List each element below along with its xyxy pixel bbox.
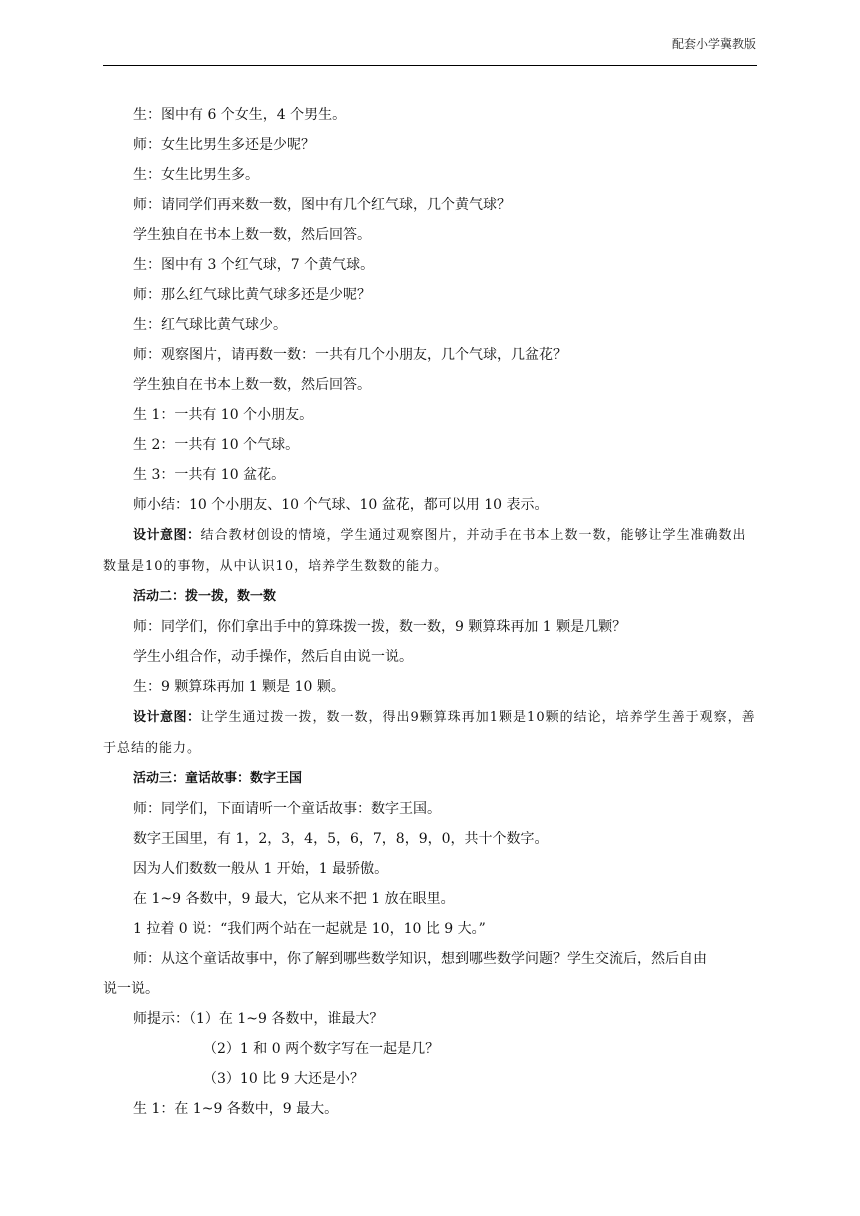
text-line: 生：女生比男生多。 [133,167,259,183]
text-line: 师：同学们，下面请听一个童话故事：数字王国。 [133,801,441,817]
text-line: 生：红气球比黄气球少。 [133,317,287,333]
activity-two-title: 活动二：拨一拨，数一数 [133,589,277,604]
text-line: 师：女生比男生多还是少呢？ [133,137,315,153]
text-line: 师：请同学们再来数一数，图中有几个红气球，几个黄气球？ [133,197,511,213]
text-line: 师：那么红气球比黄气球多还是少呢？ [133,287,371,303]
text-line: 生 1：在 1~9 各数中，9 最大。 [133,1101,339,1117]
text-line: 生：图中有 6 个女生，4 个男生。 [133,107,347,123]
hint-item: （3）10 比 9 大还是小？ [203,1071,364,1087]
header-rule [103,65,757,66]
text-line: 生 2：一共有 10 个气球。 [133,437,300,453]
hint-line [103,1004,757,1034]
text-line: 数字王国里，有 1，2，3，4，5，6，7，8，9，0，共十个数字。 [133,831,549,847]
text-line: 生 1：一共有 10 个小朋友。 [133,407,314,423]
text-line: 生：图中有 3 个红气球，7 个黄气球。 [133,257,375,273]
text-line: 师小结：10 个小朋友、10 个气球、10 盆花，都可以用 10 表示。 [133,497,549,513]
design-intent-paragraph [103,702,757,764]
design-intent-text: 结合教材创设的情境，学生通过观察图片，并动手在书本上数一数，能够让学生准确数出数量是10的事物，从中认识10，培养学生数数的能力。 [103,528,747,574]
text-line: 1 拉着 0 说：“我们两个站在一起就是 10，10 比 9 大。” [133,921,486,937]
text-line: 师：从这个童话故事中，你了解到哪些数学知识，想到哪些数学问题？学生交流后，然后自由 [133,951,707,967]
document-body [103,100,757,1124]
text-line: 在 1~9 各数中，9 最大，它从来不把 1 放在眼里。 [133,891,455,907]
hint-label: 师提示： [133,1011,189,1027]
design-intent-label: 设计意图： [133,710,201,725]
design-intent-label: 设计意图： [133,528,201,543]
design-intent-text: 让学生通过拨一拨，数一数，得出9颗算珠再加1颗是10颗的结论，培养学生善于观察，善于总结的能力。 [103,710,756,756]
text-line: 因为人们数数一般从 1 开始，1 最骄傲。 [133,861,389,877]
text-line: 师：观察图片，请再数一数：一共有几个小朋友，几个气球，几盆花？ [133,347,567,363]
text-line: 学生独自在书本上数一数，然后回答。 [133,227,371,243]
header-text: 配套小学冀教版 [671,37,756,51]
hint-item: （2）1 和 0 两个数字写在一起是几？ [203,1041,440,1057]
text-line: 学生小组合作，动手操作，然后自由说一说。 [133,649,413,665]
hint-item: （1）在 1~9 各数中，谁最大？ [189,1011,384,1027]
text-line: 师：同学们，你们拿出手中的算珠拨一拨，数一数，9 颗算珠再加 1 颗是几颗？ [133,619,627,635]
text-line: 说一说。 [103,981,159,997]
text-line: 学生独自在书本上数一数，然后回答。 [133,377,371,393]
activity-three-title: 活动三：童话故事：数字王国 [133,771,303,786]
design-intent-paragraph [103,520,757,582]
text-line: 生：9 颗算珠再加 1 颗是 10 颗。 [133,679,345,695]
text-line: 生 3：一共有 10 盆花。 [133,467,286,483]
